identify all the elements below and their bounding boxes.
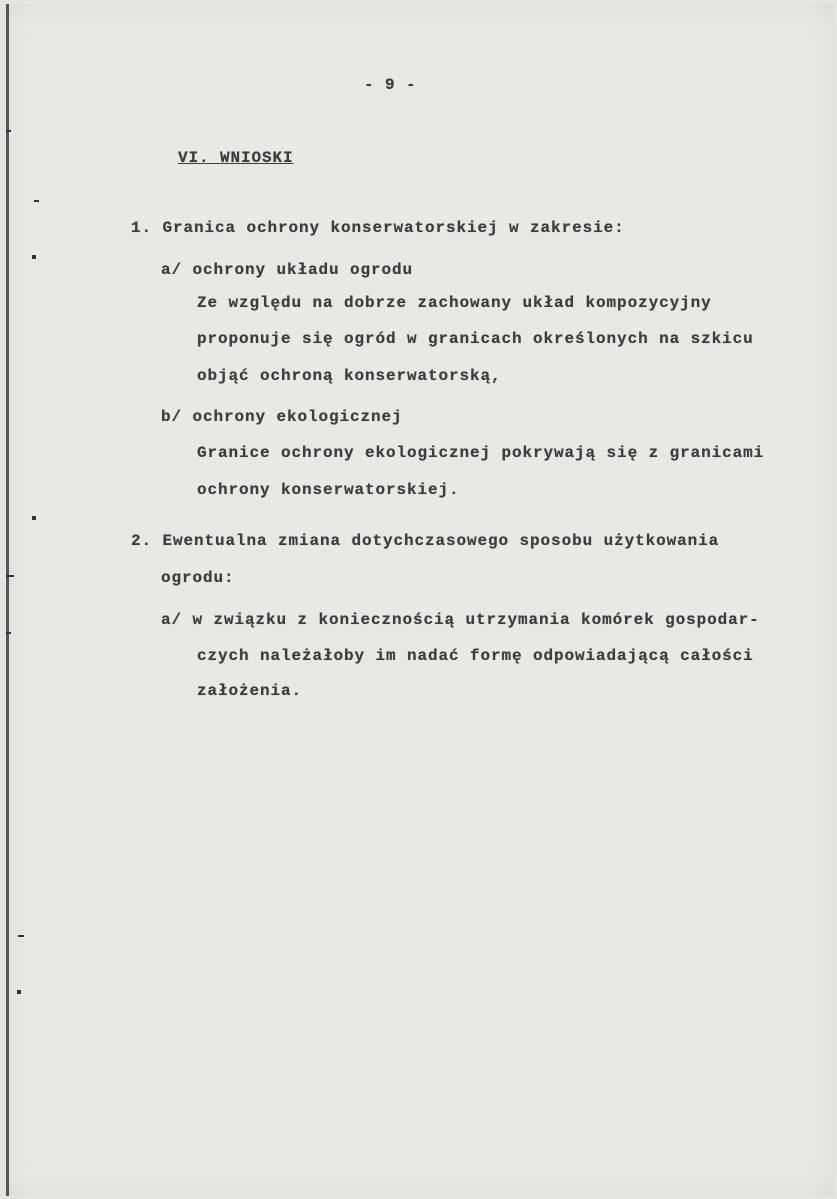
list-item: 1. Granica ochrony konserwatorskiej w zakresie: bbox=[131, 219, 625, 237]
paragraph-line: ogrodu: bbox=[161, 569, 235, 587]
scan-mark bbox=[6, 130, 11, 132]
scan-edge bbox=[6, 4, 9, 1196]
sub-item: a/ ochrony układu ogrodu bbox=[161, 261, 414, 279]
scan-mark bbox=[17, 990, 21, 994]
scan-mark bbox=[32, 255, 36, 259]
scan-mark bbox=[32, 516, 36, 520]
sub-item: b/ ochrony ekologicznej bbox=[161, 408, 403, 426]
paragraph-line: Ze względu na dobrze zachowany układ kompozycyjny bbox=[197, 294, 712, 312]
scan-mark bbox=[18, 935, 24, 937]
paragraph-line: objąć ochroną konserwatorską, bbox=[197, 367, 502, 385]
section-heading: VI. WNIOSKI bbox=[178, 149, 294, 167]
paragraph-line: czych należałoby im nadać formę odpowiadającą całości bbox=[197, 647, 754, 665]
scan-mark bbox=[6, 632, 11, 634]
paragraph-line: proponuje się ogród w granicach określonych na szkicu bbox=[197, 330, 754, 348]
scan-mark bbox=[34, 200, 39, 202]
paragraph-line: Granice ochrony ekologicznej pokrywają się z granicami bbox=[197, 444, 765, 462]
paragraph-line: założenia. bbox=[197, 682, 303, 700]
document-page bbox=[6, 4, 833, 1196]
scan-mark bbox=[6, 575, 14, 577]
list-item: 2. Ewentualna zmiana dotychczasowego sposobu użytkowania bbox=[131, 532, 720, 550]
page-number: - 9 - bbox=[364, 76, 417, 94]
paragraph-line: ochrony konserwatorskiej. bbox=[197, 481, 460, 499]
sub-item: a/ w związku z koniecznością utrzymania komórek gospodar- bbox=[161, 611, 760, 629]
